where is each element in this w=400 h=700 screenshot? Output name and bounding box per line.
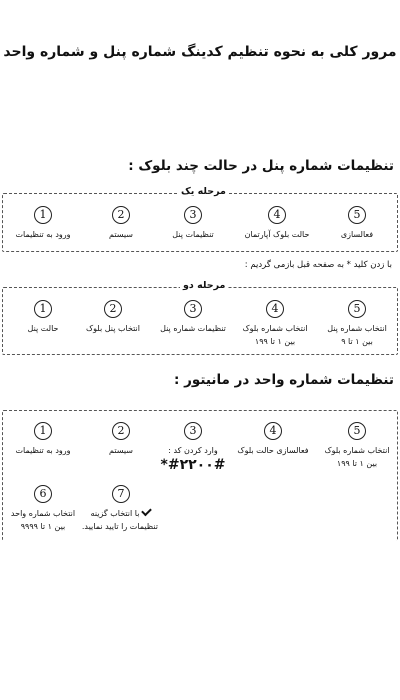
stage2-step-5 <box>320 300 394 348</box>
step-number: 3 <box>184 206 202 224</box>
step-number: 2 <box>112 206 130 224</box>
step-sublabel: بین ۱ تا ۹۹۹۹ <box>20 522 66 531</box>
step-number: 5 <box>348 422 366 440</box>
step-label: انتخاب شماره پنل <box>327 324 387 333</box>
step-sublabel: تنظیمات را تایید نمایید. <box>81 522 158 531</box>
step-number: 4 <box>266 300 284 318</box>
step-label: انتخاب شماره بلوک <box>324 446 390 455</box>
monitor-step-3 <box>156 422 230 473</box>
step-number: 1 <box>34 422 52 440</box>
step-label: انتخاب شماره بلوک <box>242 324 308 333</box>
step-number: 7 <box>112 485 130 503</box>
monitor-step-6 <box>6 485 80 533</box>
step-sublabel: بین ۱ تا ۱۹۹ <box>254 337 296 346</box>
section-heading-unit-number: تنظیمات شماره واحد در مانیتور : <box>174 372 394 388</box>
stage2-step-2 <box>76 300 150 335</box>
step-number: 6 <box>34 485 52 503</box>
monitor-step-4 <box>236 422 310 457</box>
step-label: انتخاب شماره واحد <box>10 509 76 518</box>
back-key-note: با زدن کلید * به صفحه قبل بازمی گردیم : <box>244 260 392 270</box>
step-number: 2 <box>112 422 130 440</box>
step-label: حالت بلوک آپارتمان <box>244 230 310 239</box>
step-label: فعالسازی حالت بلوک <box>237 446 309 455</box>
step-number: 4 <box>268 206 286 224</box>
step-sublabel: بین ۱ تا ۹ <box>341 337 373 346</box>
step-label: ورود به تنظیمات <box>15 230 71 239</box>
step-label: حالت پنل <box>27 324 59 333</box>
stage1-step-2 <box>84 206 158 241</box>
monitor-step-1 <box>6 422 80 457</box>
stage1-step-5 <box>320 206 394 241</box>
step-number: 2 <box>104 300 122 318</box>
step-label: انتخاب پنل بلوک <box>86 324 140 333</box>
stage1-step-3 <box>156 206 230 241</box>
entry-code: *#۲۲۰۰# <box>160 457 226 473</box>
stage1-step-4 <box>240 206 314 241</box>
stage2-step-1 <box>6 300 80 335</box>
step-label: تنظیمات شماره پنل <box>160 324 226 333</box>
step-label: با انتخاب گزینه <box>90 509 140 518</box>
stage-one-label: مرحله یک <box>178 186 229 197</box>
stage-two-label: مرحله دو <box>180 280 228 291</box>
step-label: ورود به تنظیمات <box>15 446 71 455</box>
step-label-wrap <box>84 507 158 520</box>
step-label: سیستم <box>109 230 133 239</box>
page-title: مرور کلی به نحوه تنظیم کدینگ شماره پنل و شماره واحد <box>3 44 397 60</box>
step-number: 3 <box>184 422 202 440</box>
step-label: تنظیمات پنل <box>172 230 214 239</box>
section-heading-panel-number: تنظیمات شماره پنل در حالت چند بلوک : <box>128 158 394 174</box>
step-number: 4 <box>264 422 282 440</box>
monitor-step-5 <box>320 422 394 470</box>
stage1-step-1 <box>6 206 80 241</box>
step-number: 1 <box>34 300 52 318</box>
check-icon <box>142 506 153 517</box>
step-number: 5 <box>348 300 366 318</box>
step-label: وارد کردن کد : <box>168 446 218 455</box>
monitor-step-7 <box>81 485 158 533</box>
monitor-step-2 <box>84 422 158 457</box>
step-number: 5 <box>348 206 366 224</box>
stage2-step-3 <box>156 300 230 335</box>
step-number: 1 <box>34 206 52 224</box>
step-label: سیستم <box>109 446 133 455</box>
step-label: فعالسازی <box>340 230 374 239</box>
stage2-step-4 <box>238 300 312 348</box>
step-sublabel: بین ۱ تا ۱۹۹ <box>336 459 378 468</box>
step-number: 3 <box>184 300 202 318</box>
